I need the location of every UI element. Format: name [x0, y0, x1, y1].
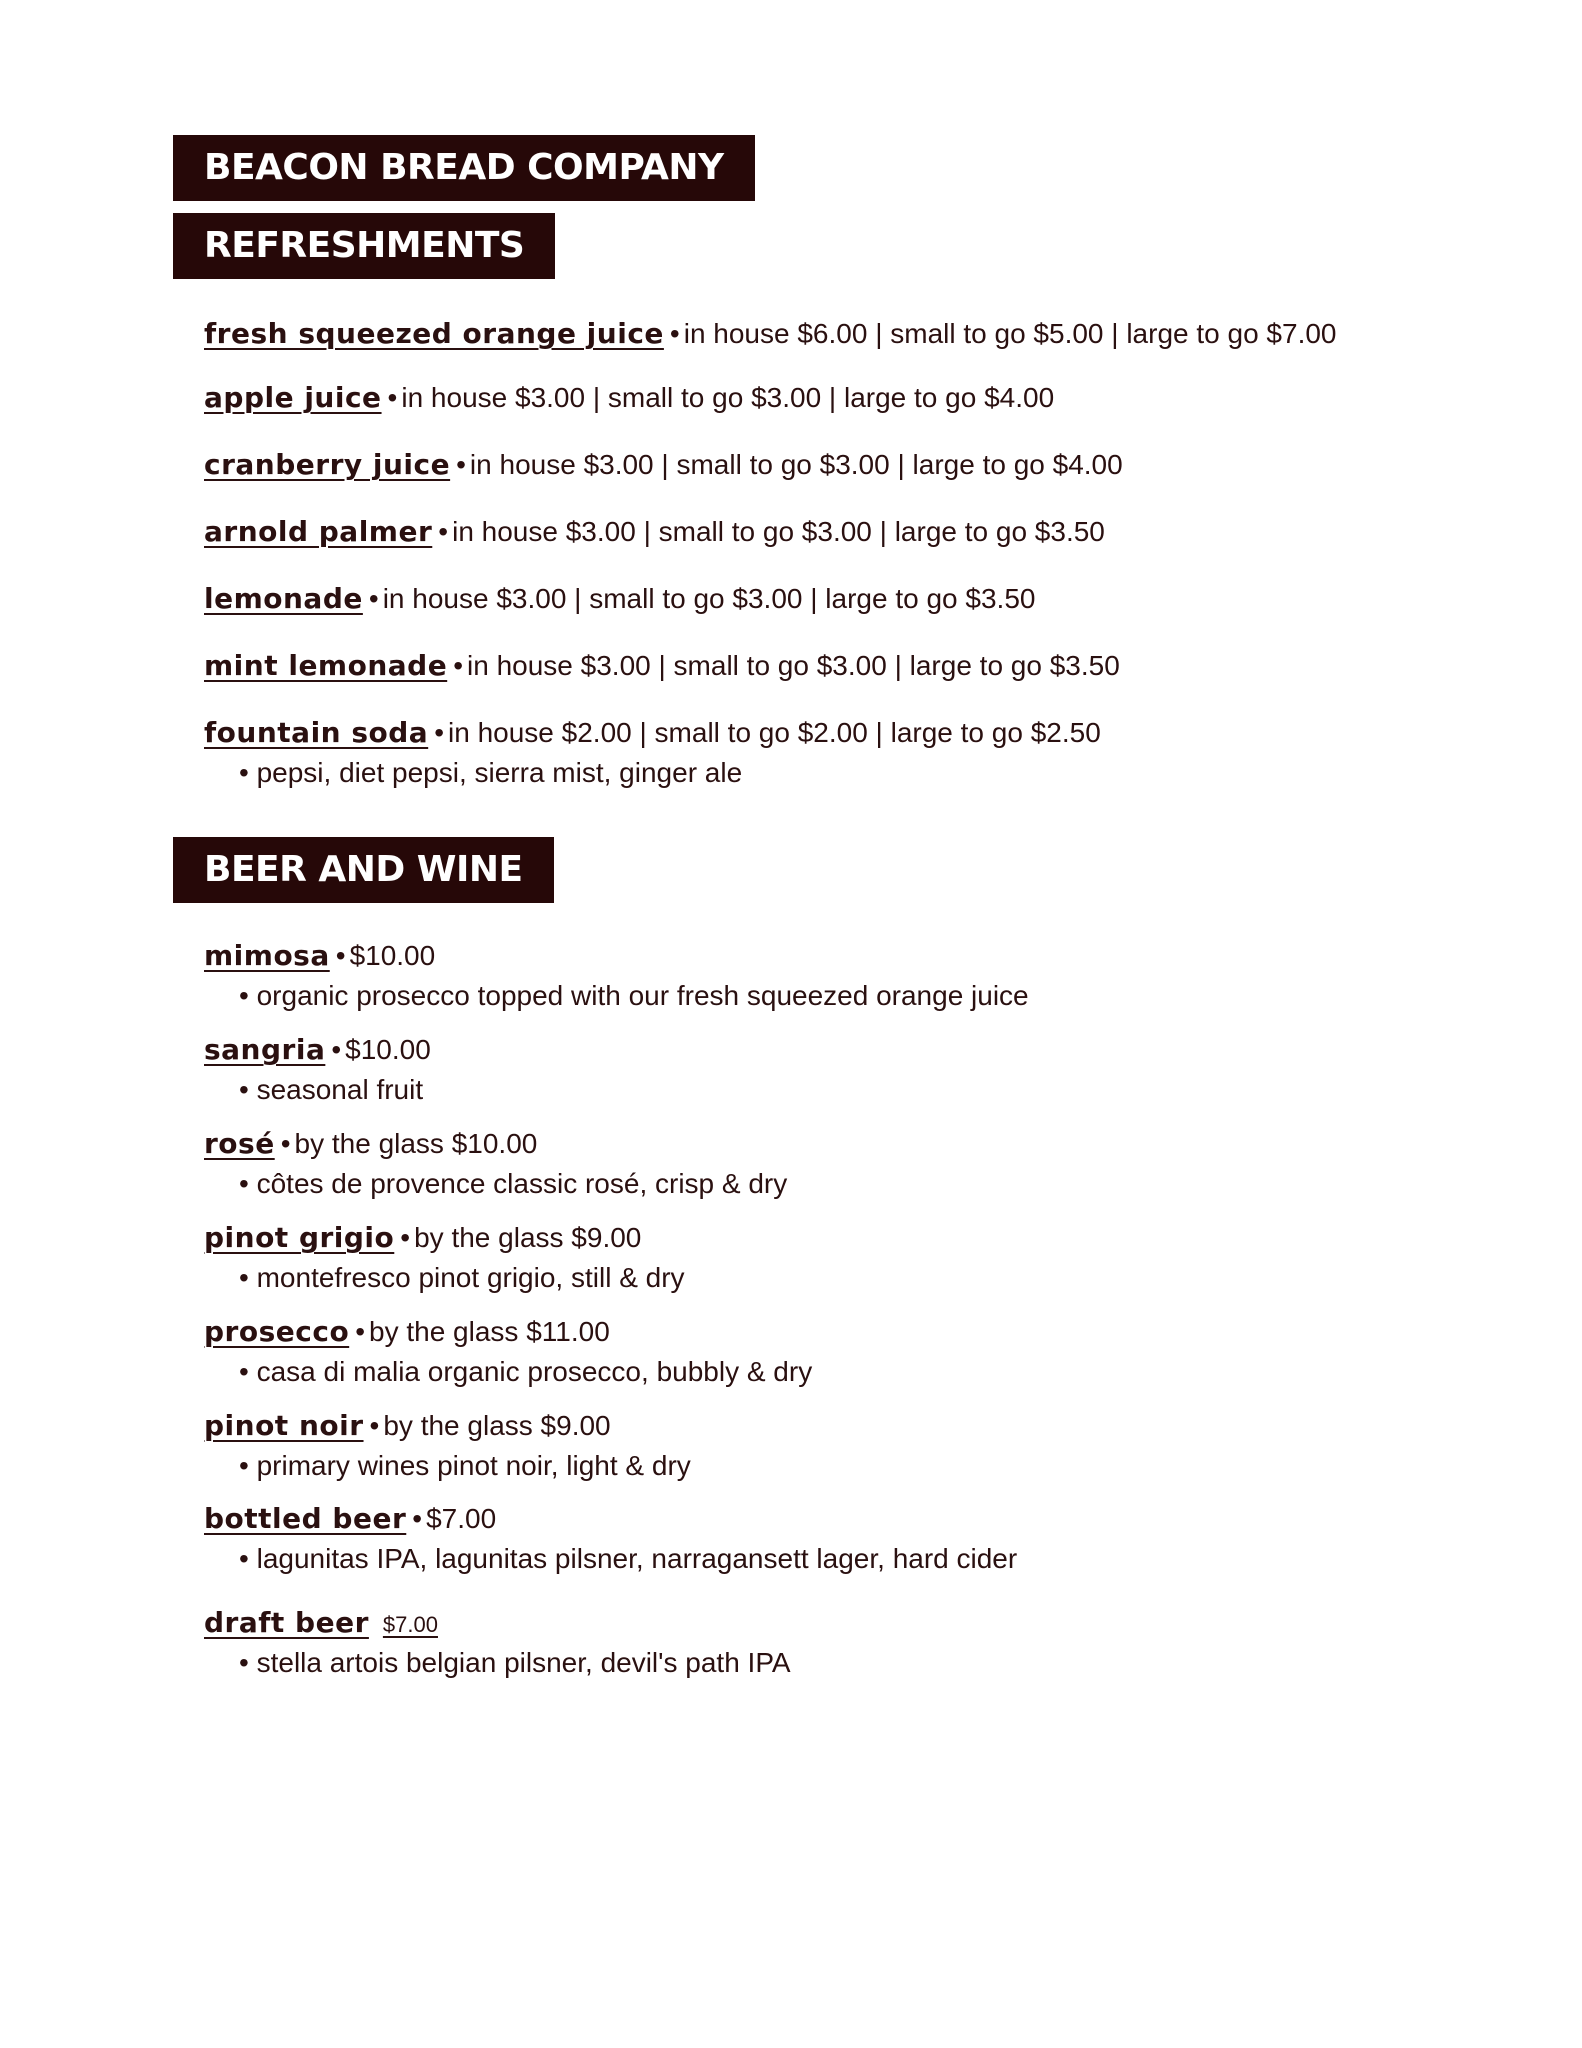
item-detail: • casa di malia organic prosecco, bubbly & dry	[239, 1356, 813, 1387]
item-detail: • stella artois belgian pilsner, devil's path IPA	[239, 1647, 791, 1678]
item-prices: by the glass $9.00	[414, 1222, 642, 1253]
item-prices: in house $3.00 | small to go $3.00 | large to go $4.00	[469, 449, 1123, 480]
item-name: mint lemonade	[204, 649, 448, 682]
item-prices: $7.00	[382, 1612, 438, 1637]
item-name: arnold palmer	[204, 515, 433, 548]
bullet: •	[387, 382, 398, 413]
bullet: •	[400, 1222, 411, 1253]
item-prices: $10.00	[349, 940, 436, 971]
item-prices: in house $6.00 | small to go $5.00 | large to go $7.00	[683, 318, 1337, 349]
item-name: apple juice	[204, 381, 382, 414]
menu-item	[204, 514, 1105, 550]
item-name: pinot grigio	[204, 1221, 395, 1254]
bullet: •	[438, 516, 449, 547]
item-prices: $10.00	[345, 1034, 431, 1065]
bullet: •	[669, 318, 680, 349]
item-detail: • montefresco pinot grigio, still & dry	[239, 1262, 685, 1293]
item-detail-text: stella artois belgian pilsner, devil's path IPA	[256, 1647, 791, 1678]
refreshments-heading: REFRESHMENTS	[173, 213, 555, 279]
menu-item	[204, 1220, 641, 1256]
item-name: fresh squeezed orange juice	[204, 317, 664, 350]
menu-item	[204, 648, 1120, 684]
item-detail-text: lagunitas IPA, lagunitas pilsner, narragansett lager, hard cider	[256, 1543, 1018, 1574]
menu-item	[204, 447, 1123, 483]
item-detail-text: montefresco pinot grigio, still & dry	[256, 1262, 685, 1293]
item-detail-text: seasonal fruit	[256, 1074, 424, 1105]
item-name: fountain soda	[204, 716, 429, 749]
item-detail: • primary wines pinot noir, light & dry	[239, 1450, 691, 1481]
item-name: mimosa	[204, 939, 330, 972]
bullet: •	[453, 650, 464, 681]
item-detail: • organic prosecco topped with our fresh squeezed orange juice	[239, 980, 1029, 1011]
item-prices: $7.00	[426, 1503, 497, 1534]
item-detail: • côtes de provence classic rosé, crisp & dry	[239, 1168, 788, 1199]
item-prices: by the glass $11.00	[369, 1316, 610, 1347]
menu-item	[204, 1501, 496, 1537]
item-name: prosecco	[204, 1315, 350, 1348]
beer-and-wine-heading: BEER AND WINE	[173, 837, 554, 903]
item-name: draft beer	[204, 1606, 369, 1639]
bullet: •	[331, 1034, 342, 1065]
item-name: lemonade	[204, 582, 363, 615]
company-banner: BEACON BREAD COMPANY	[173, 135, 755, 201]
item-name: cranberry juice	[204, 448, 451, 481]
item-name: sangria	[204, 1033, 326, 1066]
bullet: •	[434, 717, 444, 748]
item-prices: by the glass $9.00	[383, 1410, 611, 1441]
menu-item	[204, 380, 1054, 416]
bullet: •	[335, 940, 346, 971]
menu-item	[204, 1126, 537, 1162]
menu-item	[204, 938, 435, 974]
item-prices: in house $3.00 | small to go $3.00 | large to go $3.50	[467, 650, 1120, 681]
item-detail-text: pepsi, diet pepsi, sierra mist, ginger ale	[256, 757, 743, 788]
item-prices: in house $3.00 | small to go $3.00 | large to go $4.00	[401, 382, 1055, 413]
item-detail-text: côtes de provence classic rosé, crisp & dry	[256, 1168, 788, 1199]
bullet: •	[369, 1410, 380, 1441]
item-prices: in house $3.00 | small to go $3.00 | large to go $3.50	[452, 516, 1105, 547]
item-detail-text: organic prosecco topped with our fresh squeezed orange juice	[256, 980, 1029, 1011]
item-name: bottled beer	[204, 1502, 407, 1535]
item-prices: by the glass $10.00	[294, 1128, 538, 1159]
item-detail: • pepsi, diet pepsi, sierra mist, ginger ale	[239, 757, 743, 788]
menu-item	[204, 581, 1035, 617]
bullet: •	[368, 583, 379, 614]
item-detail-text: casa di malia organic prosecco, bubbly & dry	[256, 1356, 813, 1387]
item-name: pinot noir	[204, 1409, 364, 1442]
bullet: •	[456, 449, 466, 480]
menu-item	[204, 316, 1337, 352]
item-detail: • seasonal fruit	[239, 1074, 424, 1105]
bullet: •	[412, 1503, 423, 1534]
bullet: •	[355, 1316, 365, 1347]
menu-item	[204, 1408, 611, 1444]
item-prices: in house $2.00 | small to go $2.00 | large to go $2.50	[448, 717, 1101, 748]
item-prices: in house $3.00 | small to go $3.00 | large to go $3.50	[382, 583, 1036, 614]
menu-item	[204, 1032, 431, 1068]
item-name: rosé	[204, 1127, 275, 1160]
bullet: •	[280, 1128, 291, 1159]
item-detail-text: primary wines pinot noir, light & dry	[256, 1450, 691, 1481]
item-detail: • lagunitas IPA, lagunitas pilsner, narragansett lager, hard cider	[239, 1543, 1018, 1574]
menu-item	[204, 1605, 438, 1643]
menu-item	[204, 715, 1101, 751]
menu-item	[204, 1314, 610, 1350]
